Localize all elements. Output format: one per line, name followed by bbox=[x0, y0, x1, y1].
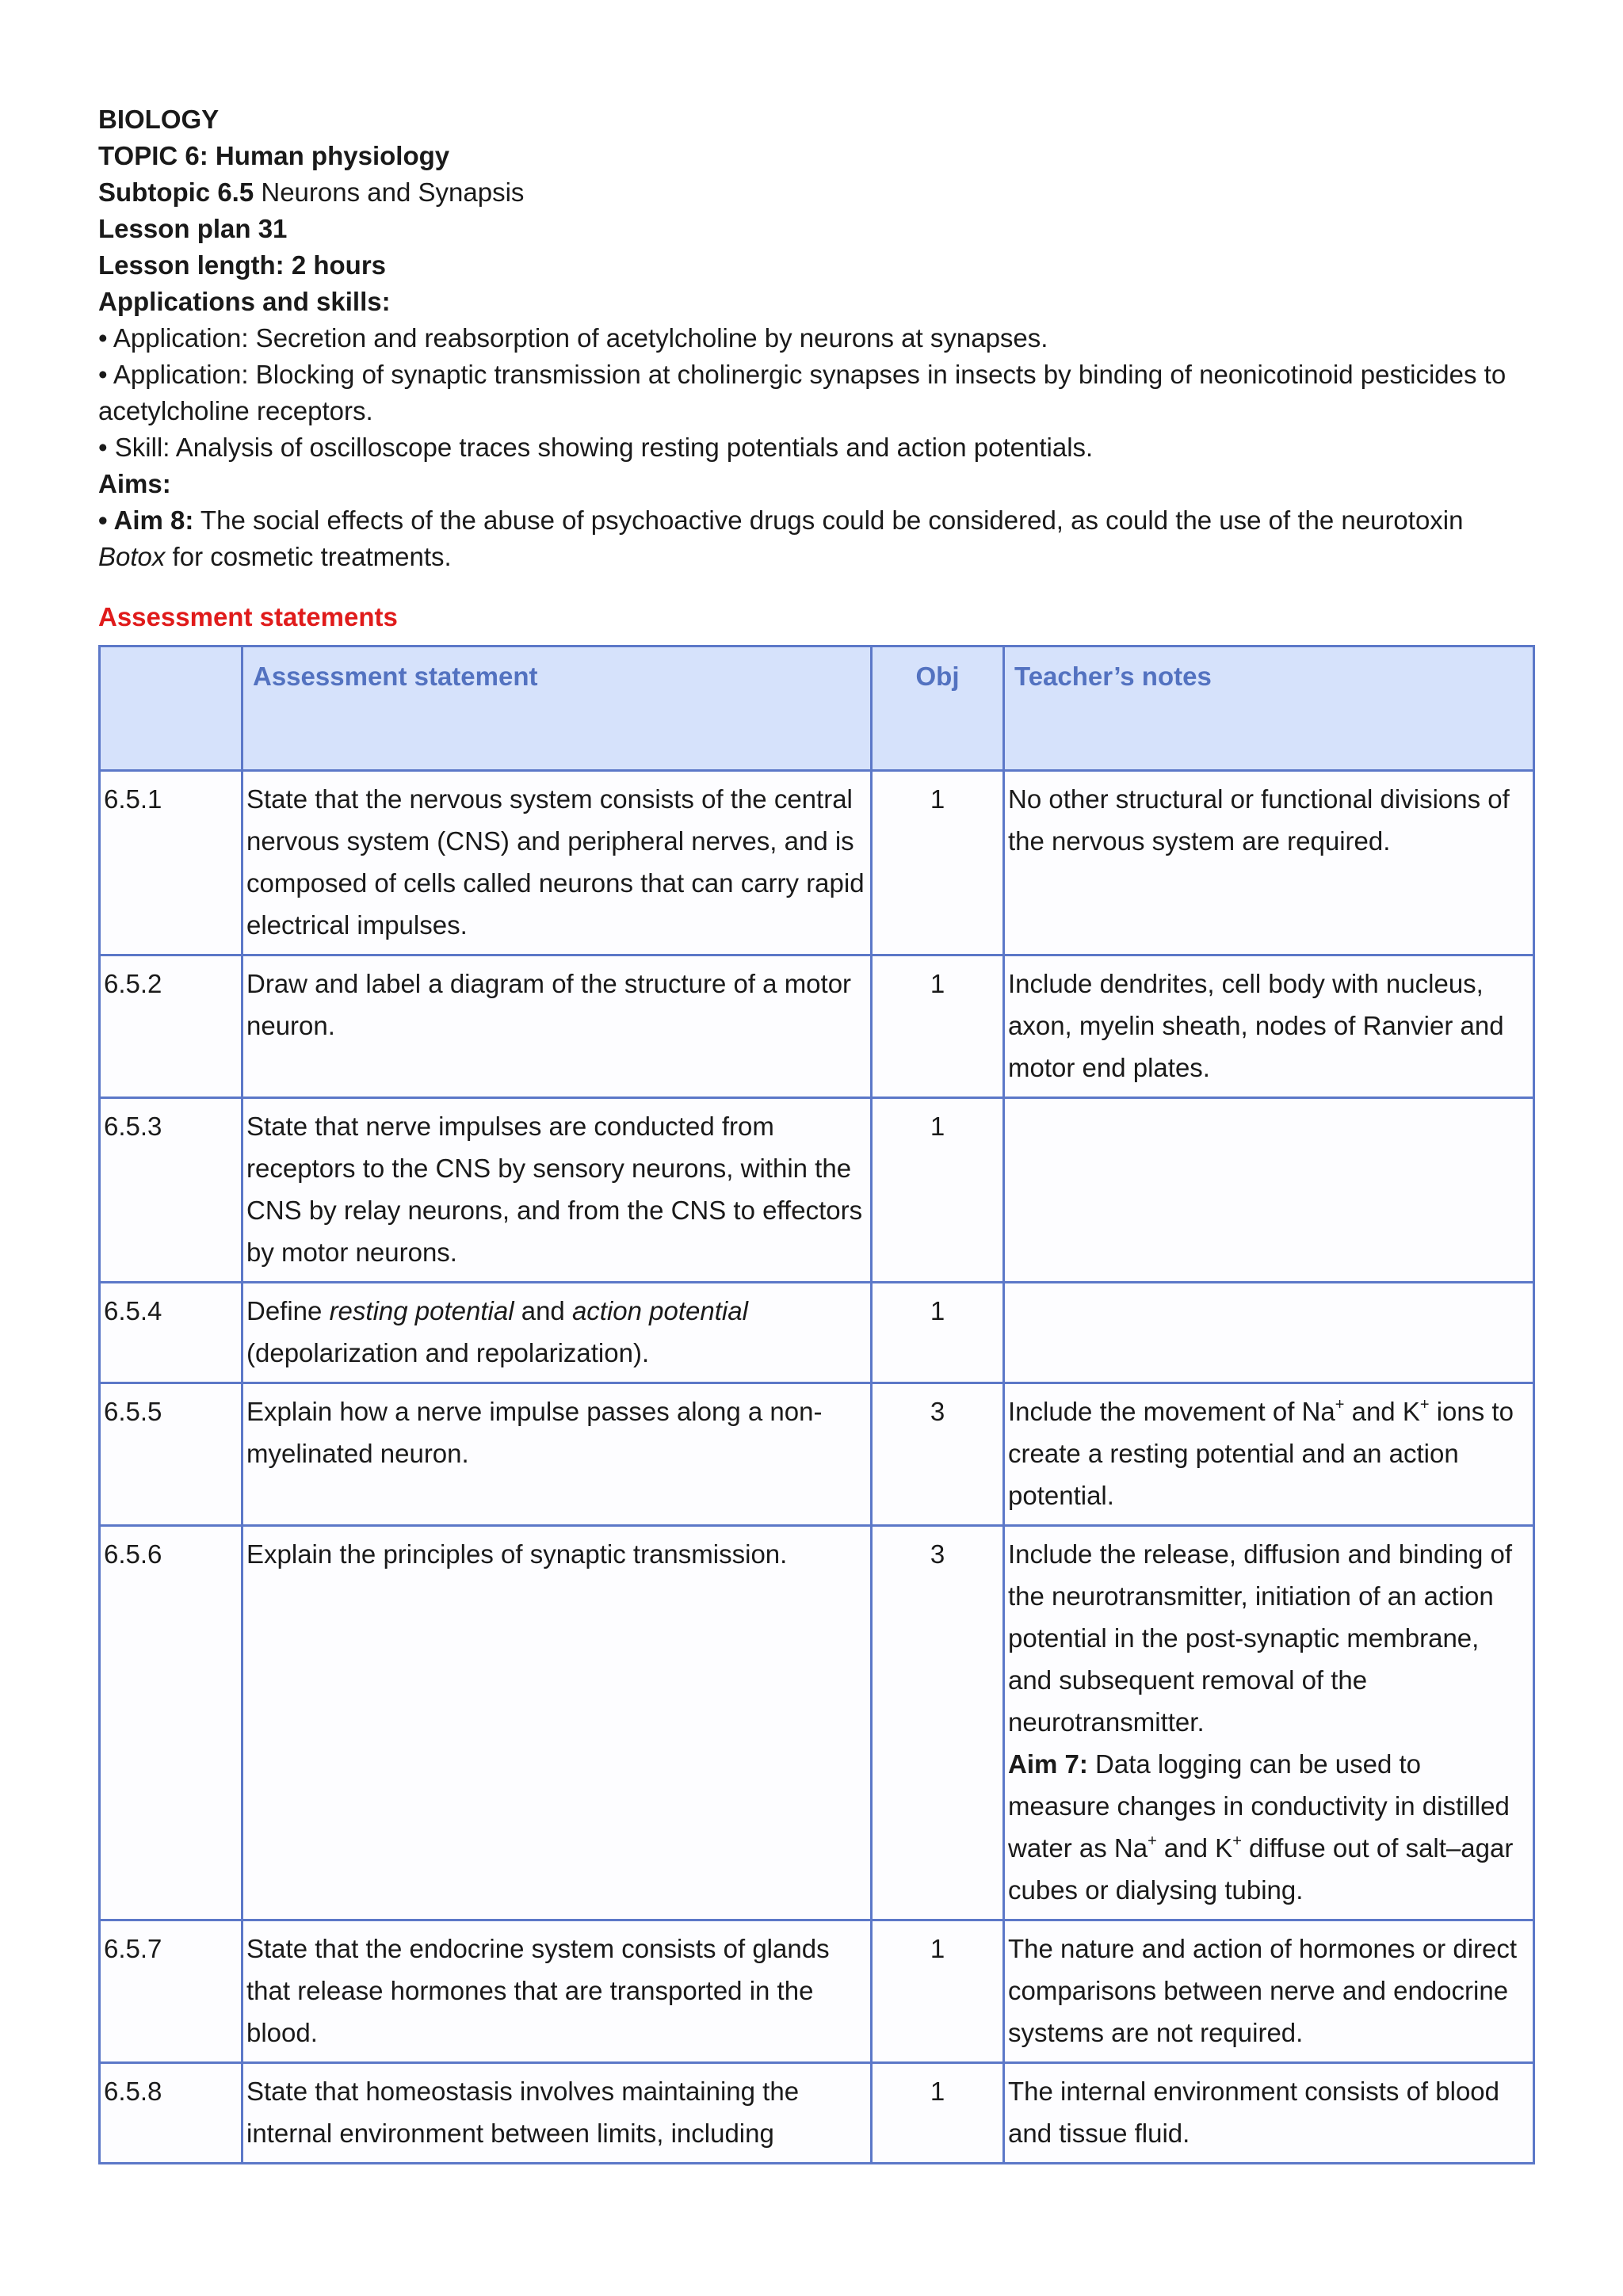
superscript-plus: + bbox=[1232, 1833, 1242, 1850]
row-obj: 3 bbox=[872, 1526, 1004, 1920]
row-statement: Explain the principles of synaptic transmission. bbox=[242, 1526, 872, 1920]
statement-term-action: action potential bbox=[571, 1296, 748, 1325]
row-obj: 1 bbox=[872, 1283, 1004, 1383]
statement-part: and bbox=[514, 1296, 572, 1325]
aim-7-label: Aim 7: bbox=[1008, 1749, 1088, 1779]
row-obj: 1 bbox=[872, 1098, 1004, 1283]
row-statement: State that homeostasis involves maintaining the internal environment between limits, including bbox=[242, 2063, 872, 2164]
lesson-plan-number: Lesson plan 31 bbox=[98, 214, 288, 243]
row-notes bbox=[1004, 1383, 1534, 1526]
lesson-header bbox=[98, 101, 1529, 575]
row-notes bbox=[1004, 1283, 1534, 1383]
row-statement: State that the nervous system consists of the central nervous system (CNS) and peripheral nerves, and is composed of cells called neurons that can carry rapid electrical impulses. bbox=[242, 771, 872, 955]
subject-title: BIOLOGY bbox=[98, 105, 220, 134]
aim-7-text: and K bbox=[1156, 1833, 1233, 1863]
aim-8-item bbox=[98, 502, 1529, 575]
applications-heading: Applications and skills: bbox=[98, 287, 391, 316]
notes-part: ions to create a resting potential and an action potential. bbox=[1008, 1397, 1514, 1510]
row-notes bbox=[1004, 1526, 1534, 1920]
row-obj: 1 bbox=[872, 955, 1004, 1098]
header-statement: Assessment statement bbox=[242, 646, 872, 771]
row-obj: 1 bbox=[872, 771, 1004, 955]
subtopic-title: Neurons and Synapsis bbox=[254, 177, 525, 207]
row-obj: 1 bbox=[872, 1920, 1004, 2063]
row-ref: 6.5.7 bbox=[100, 1920, 242, 2063]
aim-8-botox: Botox bbox=[98, 542, 166, 571]
row-notes: The internal environment consists of blood and tissue fluid. bbox=[1004, 2063, 1534, 2164]
row-obj: 1 bbox=[872, 2063, 1004, 2164]
row-ref: 6.5.1 bbox=[100, 771, 242, 955]
aim-8-text: The social effects of the abuse of psychoactive drugs could be considered, as could the use of the neurotoxin bbox=[193, 505, 1464, 535]
row-ref: 6.5.2 bbox=[100, 955, 242, 1098]
assessment-statements-heading: Assessment statements bbox=[98, 602, 398, 631]
table-header-row bbox=[100, 646, 1534, 771]
aim-8-label: • Aim 8: bbox=[98, 505, 194, 535]
header-ref bbox=[100, 646, 242, 771]
header-notes: Teacher’s notes bbox=[1004, 646, 1534, 771]
aim-8-end: for cosmetic treatments. bbox=[165, 542, 452, 571]
header-obj: Obj bbox=[872, 646, 1004, 771]
superscript-plus: + bbox=[1335, 1396, 1345, 1413]
lesson-length: Lesson length: 2 hours bbox=[98, 250, 387, 280]
table-row bbox=[100, 771, 1534, 955]
row-ref: 6.5.3 bbox=[100, 1098, 242, 1283]
table-row bbox=[100, 1526, 1534, 1920]
subtopic-line bbox=[98, 174, 1529, 211]
row-statement: State that nerve impulses are conducted from receptors to the CNS by sensory neurons, within the CNS by relay neurons, and from the CNS to effectors by motor neurons. bbox=[242, 1098, 872, 1283]
row-notes: Include dendrites, cell body with nucleus, axon, myelin sheath, nodes of Ranvier and motor end plates. bbox=[1004, 955, 1534, 1098]
table-row bbox=[100, 955, 1534, 1098]
row-ref: 6.5.8 bbox=[100, 2063, 242, 2164]
table-row bbox=[100, 1383, 1534, 1526]
application-item: • Application: Blocking of synaptic transmission at cholinergic synapses in insects by binding of neonicotinoid pesticides to acetylcholine receptors. bbox=[98, 360, 1507, 425]
notes-part: Include the movement of Na bbox=[1008, 1397, 1335, 1426]
application-item: • Application: Secretion and reabsorption of acetylcholine by neurons at synapses. bbox=[98, 323, 1048, 353]
row-statement bbox=[242, 1283, 872, 1383]
row-notes: No other structural or functional divisions of the nervous system are required. bbox=[1004, 771, 1534, 955]
aim-7-text: diffuse out of salt–agar cubes or dialysing tubing. bbox=[1008, 1833, 1514, 1905]
row-statement: Draw and label a diagram of the structure of a motor neuron. bbox=[242, 955, 872, 1098]
skill-item: • Skill: Analysis of oscilloscope traces showing resting potentials and action potentials. bbox=[98, 433, 1094, 462]
statement-part: Define bbox=[246, 1296, 330, 1325]
row-ref: 6.5.5 bbox=[100, 1383, 242, 1526]
table-row bbox=[100, 1920, 1534, 2063]
lesson-plan-page bbox=[98, 101, 1529, 2164]
row-notes bbox=[1004, 1098, 1534, 1283]
aim-7-text: Data logging can be used to measure changes in conductivity in distilled water as Na bbox=[1008, 1749, 1510, 1863]
row-ref: 6.5.6 bbox=[100, 1526, 242, 1920]
table-row bbox=[100, 2063, 1534, 2164]
statement-part: (depolarization and repolarization). bbox=[246, 1338, 650, 1367]
subtopic-label: Subtopic 6.5 bbox=[98, 177, 254, 207]
row-statement: State that the endocrine system consists of glands that release hormones that are transported in the blood. bbox=[242, 1920, 872, 2063]
assessment-table bbox=[98, 645, 1535, 2164]
superscript-plus: + bbox=[1419, 1396, 1430, 1413]
row-notes: The nature and action of hormones or direct comparisons between nerve and endocrine systems are not required. bbox=[1004, 1920, 1534, 2063]
row-obj: 3 bbox=[872, 1383, 1004, 1526]
notes-part: and K bbox=[1344, 1397, 1420, 1426]
topic-title: TOPIC 6: Human physiology bbox=[98, 141, 450, 170]
row-ref: 6.5.4 bbox=[100, 1283, 242, 1383]
superscript-plus: + bbox=[1148, 1833, 1157, 1850]
table-row bbox=[100, 1283, 1534, 1383]
aims-heading: Aims: bbox=[98, 469, 171, 498]
table-row bbox=[100, 1098, 1534, 1283]
row-statement: Explain how a nerve impulse passes along a non-myelinated neuron. bbox=[242, 1383, 872, 1526]
statement-term-resting: resting potential bbox=[329, 1296, 514, 1325]
notes-part: Include the release, diffusion and binding of the neurotransmitter, initiation of an action potential in the post-synaptic membrane, and subsequent removal of the neurotransmitter. bbox=[1008, 1539, 1513, 1737]
